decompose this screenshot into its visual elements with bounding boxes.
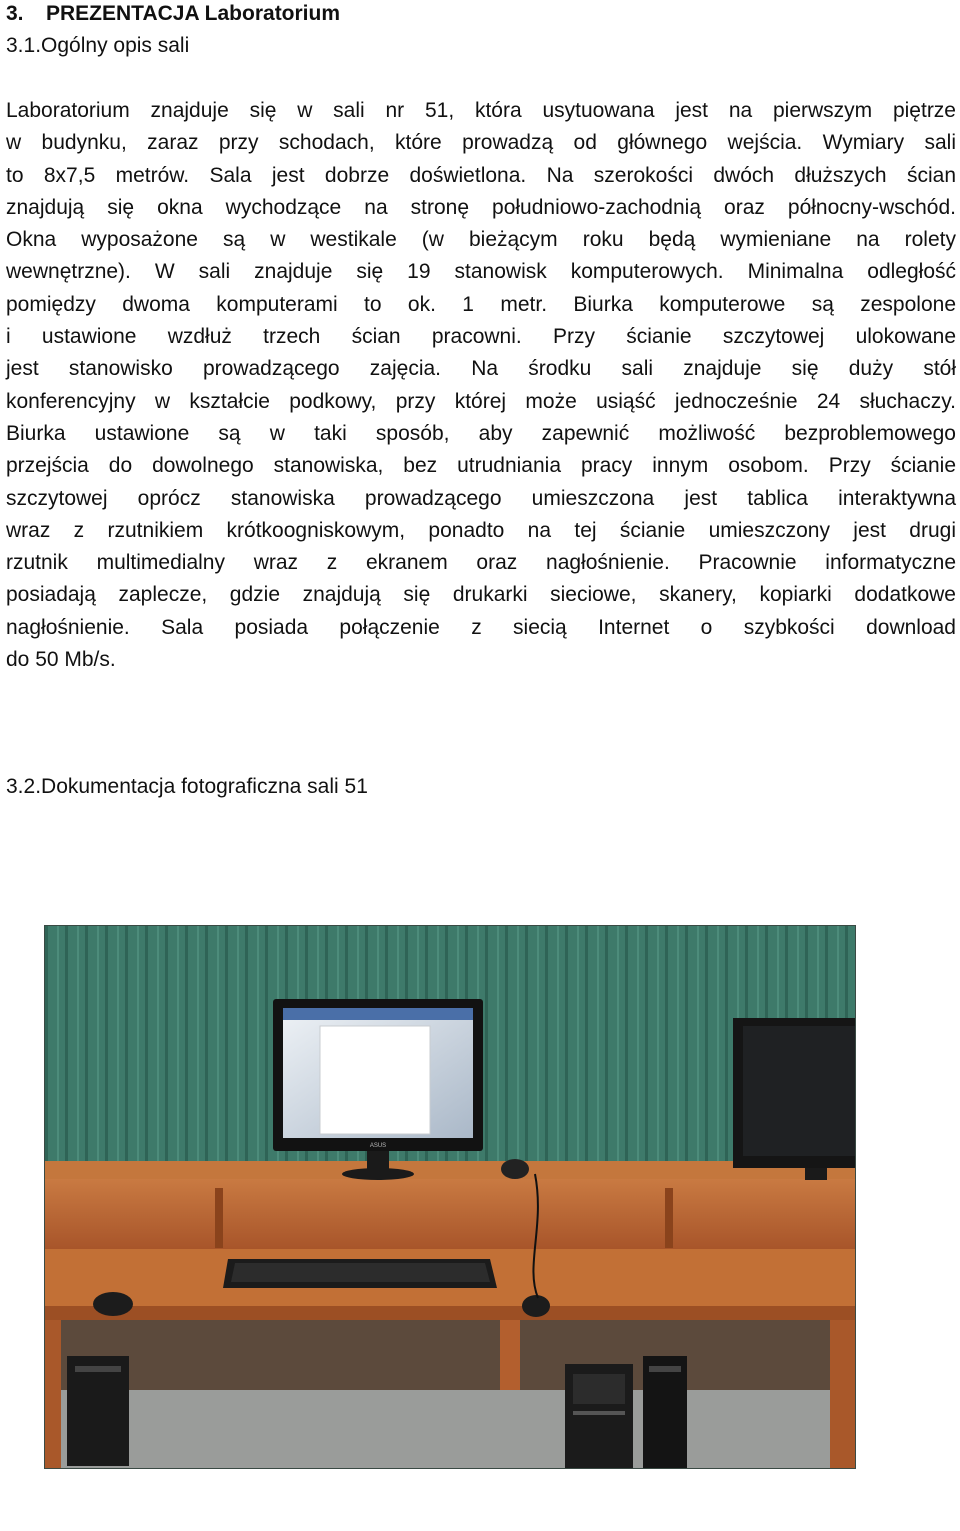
paragraph-line: znajdują się okna wychodzące na stronę południowo-zachodnią oraz północny-wschód. [6, 195, 956, 219]
section-1-title: 3.1.Ogólny opis sali [6, 34, 190, 57]
pc-tower [643, 1356, 687, 1468]
desk-leg [45, 1320, 61, 1468]
paragraph-line: i ustawione wzdłuż trzech ścian pracowni. Przy ścianie szczytowej ulokowane [6, 325, 956, 349]
paragraph-line: pomiędzy dwoma komputerami to ok. 1 metr. Biurka komputerowe są zespolone [6, 292, 956, 316]
paragraph-line: konferencyjny w kształcie podkowy, przy której może usiąść jednocześnie 24 słuchaczy. [6, 389, 956, 413]
mouse [522, 1295, 550, 1317]
paragraph-line: do 50 Mb/s. [6, 648, 116, 672]
heading-title: PREZENTACJA Laboratorium [46, 2, 341, 25]
section-2-title: 3.2.Dokumentacja fotograficzna sali 51 [6, 775, 368, 798]
description-paragraph [6, 95, 956, 676]
pc-tower [67, 1356, 129, 1466]
heading-number: 3. [6, 2, 24, 25]
monitor-brand-label: ASUS [369, 1143, 387, 1149]
paragraph-line: Okna wyposażone są w westikale (w bieżącym roku będą wymieniane na rolety [6, 228, 956, 252]
headphones [501, 1159, 529, 1179]
paragraph-line: szczytowej oprócz stanowiska prowadzącego umieszczona jest tablica interaktywna [6, 486, 956, 510]
paragraph-line: jest stanowisko prowadzącego zajęcia. Na środku sali znajduje się duży stół [6, 357, 956, 381]
paragraph-line: Biurka ustawione są w taki sposób, aby zapewnić możliwość bezproblemowego [6, 421, 956, 445]
desk-leg [830, 1320, 855, 1468]
paragraph-line: rzutnik multimedialny wraz z ekranem oraz nagłośnienie. Pracownie informatyczne [6, 551, 956, 575]
main-heading [6, 0, 340, 28]
paragraph-line: wewnętrzne). W sali znajduje się 19 stanowisk komputerowych. Minimalna odległość [6, 260, 956, 284]
paragraph-line: w budynku, zaraz przy schodach, które prowadzą od głównego wejścia. Wymiary sali [6, 131, 956, 155]
paragraph-line: nagłośnienie. Sala posiada połączenie z siecią Internet o szybkości download [6, 615, 956, 639]
keyboard [223, 1259, 497, 1288]
paragraph-line: Laboratorium znajduje się w sali nr 51, która usytuowana jest na pierwszym piętrze [6, 99, 956, 122]
pc-tower [565, 1364, 633, 1468]
paragraph-line: przejścia do dowolnego stanowiska, bez utrudniania pracy innym osobom. Przy ścianie [6, 454, 956, 478]
floor [61, 1390, 830, 1468]
paragraph-line: posiadają zaplecze, gdzie znajdują się drukarki sieciowe, skanery, kopiarki dodatkowe [6, 583, 956, 607]
monitor-right [733, 1018, 855, 1180]
paragraph-line: wraz z rzutnikiem krótkoogniskowym, ponadto na tej ścianie umieszczony jest drugi [6, 518, 956, 542]
paragraph-line: to 8x7,5 metrów. Sala jest dobrze doświetlona. Na szerokości dwóch dłuższych ścian [6, 163, 956, 187]
lab-photo [44, 925, 856, 1469]
mouse [93, 1292, 133, 1316]
lab-photo-illustration [45, 926, 855, 1468]
